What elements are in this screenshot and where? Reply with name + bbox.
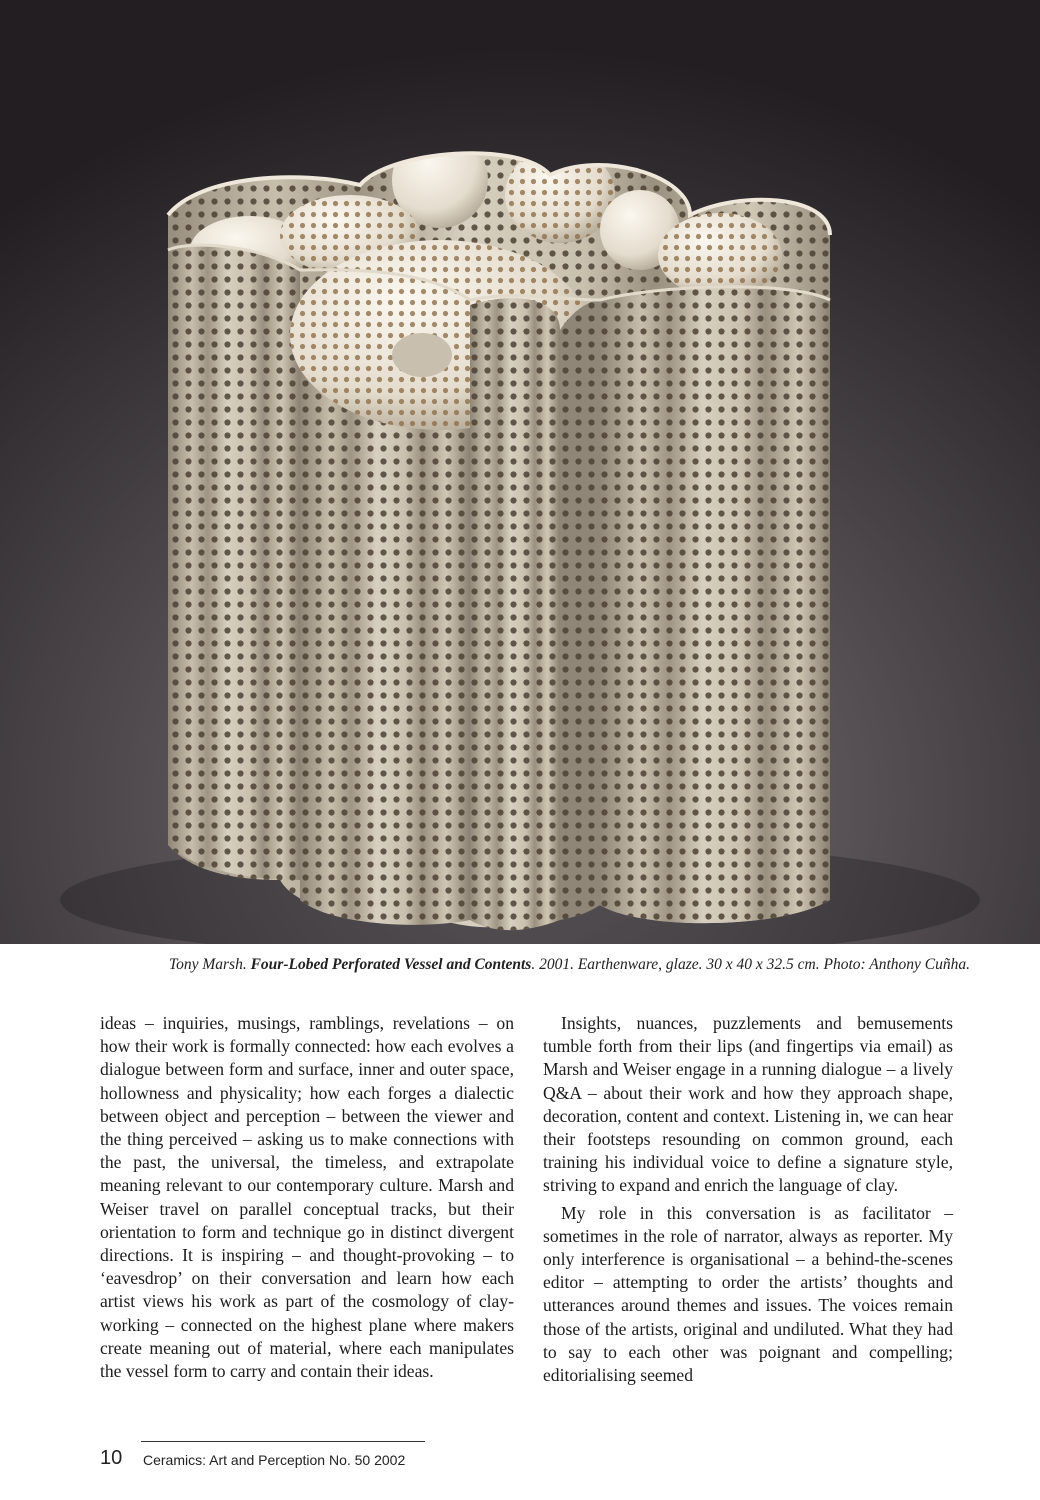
article-paragraph: Insights, nuances, puzzlements and bemusements tumble forth from their lips (and fingertips via email) as Marsh and Weiser engage in a running dialogue – a lively Q&A – about their work and how they approach shape, decoration, content and context. Listening in, we can hear their footsteps resounding on common ground, each training his individual voice to define a signature style, striving to expand and enrich the language of clay. [543, 1013, 953, 1196]
footer-divider [141, 1441, 425, 1442]
page-number: 10 [100, 1447, 123, 1469]
article-paragraph: My role in this conversation is as facilitator – sometimes in the role of narrator, always as reporter. My only interference is organisational – a behind-the-scenes editor – attempting to order the artists’ thoughts and utterances around themes and issues. The voices remain those of the artists, original and undiluted. What they had to say to each other was poignant and compelling; editorialising seemed [543, 1202, 953, 1386]
article-column-right [543, 1012, 953, 1387]
caption-title: Four-Lobed Perforated Vessel and Contents [250, 956, 532, 973]
article-paragraph: ideas – inquiries, musings, ramblings, revelations – on how their work is formally connected: how each evolves a dialogue between form and surface, inner and outer space, hollowness and physicality; how each forges a dialectic between object and perception – between the viewer and the thing perceived – asking us to make connections with the past, the universal, the timeless, and extrapolate meaning relevant to our contemporary culture. Marsh and Weiser travel on parallel conceptual tracks, but their orientation to form and technique go in distinct divergent directions. It is inspiring – and thought-provoking – to ‘eavesdrop’ on their conversation and learn how each artist views his work as part of the cosmology of clay-working – connected on the highest plane where makers create meaning out of material, where each manipulates the vessel form to carry and contain their ideas. [100, 1013, 514, 1382]
caption-details: . 2001. Earthenware, glaze. 30 x 40 x 32.5 cm. Photo: Anthony Cuñha. [531, 956, 970, 973]
journal-name: Ceramics: Art and Perception No. 50 2002 [143, 1452, 406, 1468]
photo-caption [0, 956, 970, 974]
caption-artist: Tony Marsh. [168, 956, 247, 973]
article-column-left [100, 1012, 514, 1383]
